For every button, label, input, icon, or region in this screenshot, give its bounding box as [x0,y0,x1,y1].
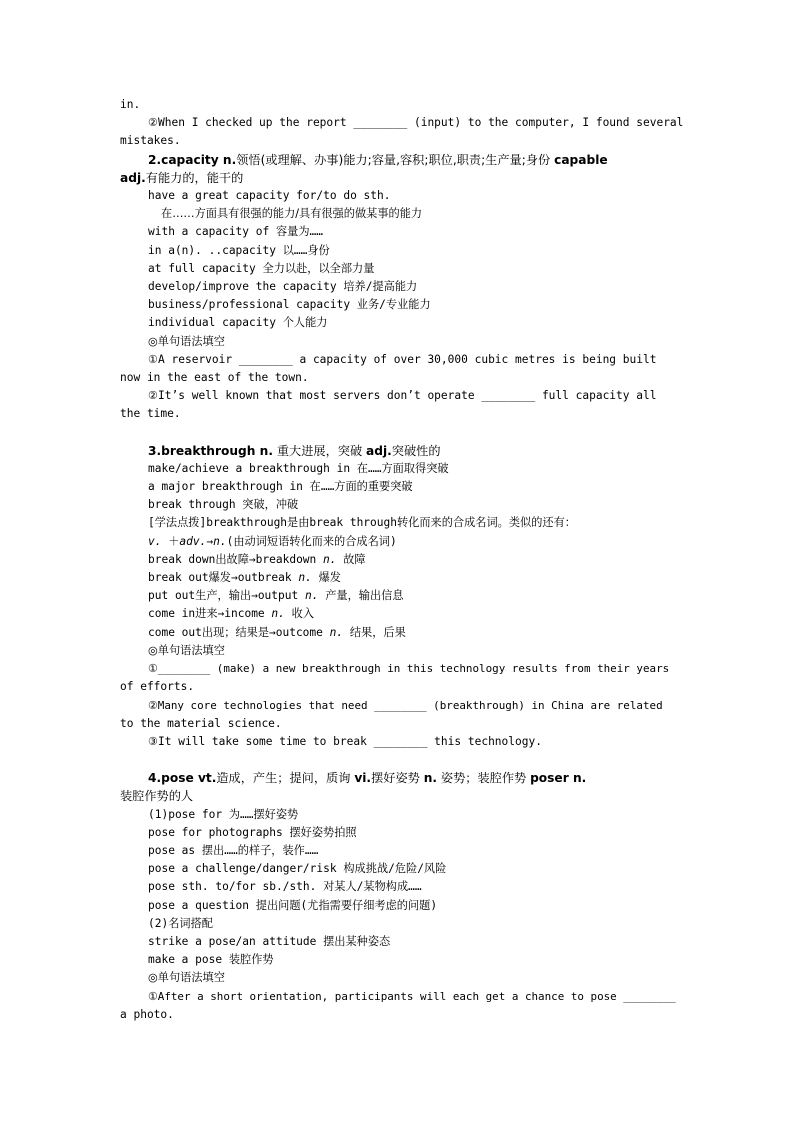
entry-heading-pose-cont [120,787,676,805]
study-tip-formula [120,533,676,551]
phrase: at full capacity 全力以赴，以全部力量 [148,261,375,275]
headword-derivative: poser n. [530,771,587,786]
phrase: pose sth. to/for sb./sth. 对某人/某物构成…… [148,880,422,894]
exercise-question-cont: to the material science. [120,716,282,730]
definition: 突破性的 [391,443,441,458]
definition: 领悟(或理解、办事)能力;容量,容积;职位,职责;生产量;身份 [236,152,555,167]
formula-part: → [206,534,214,548]
definition: 摆好姿势 [371,771,424,786]
exercise-question: ③It will take some time to break ________ this technology. [148,734,542,748]
phrase [120,624,676,642]
document-page [120,96,684,1024]
headword: 3.breakthrough n. [148,443,273,458]
phrase-meaning: 故障 [336,552,366,566]
phrase [120,569,676,587]
phrase: pose as 摆出……的样子，装作…… [148,843,319,857]
phrase-meaning: 收入 [284,607,315,621]
phrase-meaning: 结果，后果 [343,625,406,639]
subsection-title: (1)pose for 为……摆好姿势 [148,807,299,821]
exercise-question: ②Many core technologies that need ________ (breakthrough) in China are related [148,698,663,712]
exercise-question-cont: a photo. [120,1007,174,1021]
part-of-speech: n. [271,607,285,621]
headword-derivative: capable [554,152,608,167]
phrase: pose for photographs 摆好姿势拍照 [148,825,357,839]
subsection-title: (2)名词搭配 [148,916,213,930]
exercise-question: ②When I checked up the report ________ (input) to the computer, I found several [148,116,684,130]
phrase-meaning: 产量，输出信息 [318,589,404,603]
part-of-speech: vi. [354,771,372,786]
phrase: a major breakthrough in 在……方面的重要突破 [148,480,413,494]
part-of-speech: n. [323,552,337,566]
phrase-text: come out出现；结果是→outcome [148,625,330,639]
text-line: mistakes. [120,134,181,148]
definition: 装腔作势的人 [120,789,194,804]
phrase: in a(n). ..capacity 以……身份 [148,243,330,257]
phrase: break through 突破，冲破 [148,498,299,512]
entry-heading-capacity-cont [120,169,676,187]
entry-heading-pose [120,769,676,787]
phrase-meaning: 爆发 [311,571,341,585]
part-of-speech: n. [298,571,312,585]
phrase: pose a question 提出问题(尤指需要仔细考虑的问题) [148,898,438,912]
exercise-question-cont: now in the east of the town. [120,371,309,385]
exercise-title: ◎单句语法填空 [148,643,225,657]
phrase-meaning: 在……方面具有很强的能力/具有很强的做某事的能力 [161,207,423,221]
text-line: in. [120,98,141,111]
part-of-speech: n. [329,625,344,639]
phrase: business/professional capacity 业务/专业能力 [148,298,431,312]
formula-part: v. [148,534,162,548]
definition: 姿势；装腔作势 [437,771,531,786]
exercise-title: ◎单句语法填空 [148,334,225,348]
phrase: with a capacity of 容量为…… [148,225,324,239]
phrase-text: put out生产，输出→output [148,589,305,603]
formula-part: ＋ [161,534,180,548]
exercise-question-cont: the time. [120,407,181,421]
phrase: make a pose 装腔作势 [148,953,274,967]
exercise-question: ①After a short orientation, participants will each get a chance to pose ________ [148,989,676,1003]
exercise-question: ②It’s well known that most servers don’t operate ________ full capacity all [148,389,657,403]
phrase-text: come in进来→income [148,607,272,621]
phrase: develop/improve the capacity 培养/提高能力 [148,280,418,294]
exercise-question: ①A reservoir ________ a capacity of over 30,000 cubic metres is being built [148,352,657,366]
study-tip: [学法点拨]breakthrough是由break through转化而来的合成名词。类似的还有： [148,516,576,530]
definition: 造成，产生；提问，质询 [216,771,355,786]
part-of-speech: n. [304,589,319,603]
definition: 有能力的，能干的 [145,170,244,185]
formula-part: adv. [179,534,207,548]
phrase: make/achieve a breakthrough in 在……方面取得突破 [148,461,449,475]
exercise-question: ①________ (make) a new breakthrough in this technology results from their years [148,662,670,676]
phrase-text: break out爆发→outbreak [148,571,299,585]
headword: 2.capacity n. [148,152,237,167]
entry-heading-breakthrough [120,442,676,460]
headword: 4.pose vt. [148,771,217,786]
part-of-speech: n. [423,771,438,786]
exercise-question-cont: of efforts. [120,680,195,694]
phrase [120,605,676,623]
exercise-title: ◎单句语法填空 [148,971,225,985]
phrase [120,587,676,605]
formula-part: (由动词短语转化而来的合成名词) [226,534,397,548]
phrase: strike a pose/an attitude 摆出某种姿态 [148,934,391,948]
definition: 重大进展，突破 [272,443,367,458]
phrase [120,551,676,569]
entry-heading-capacity [120,151,676,169]
formula-part: n. [213,534,227,548]
phrase: pose a challenge/danger/risk 构成挑战/危险/风险 [148,862,447,876]
part-of-speech: adj. [120,170,146,185]
phrase: individual capacity 个人能力 [148,316,328,330]
phrase: have a great capacity for/to do sth. [148,189,391,203]
phrase-text: break down出故障→breakdown [148,552,324,566]
part-of-speech: adj. [366,443,392,458]
